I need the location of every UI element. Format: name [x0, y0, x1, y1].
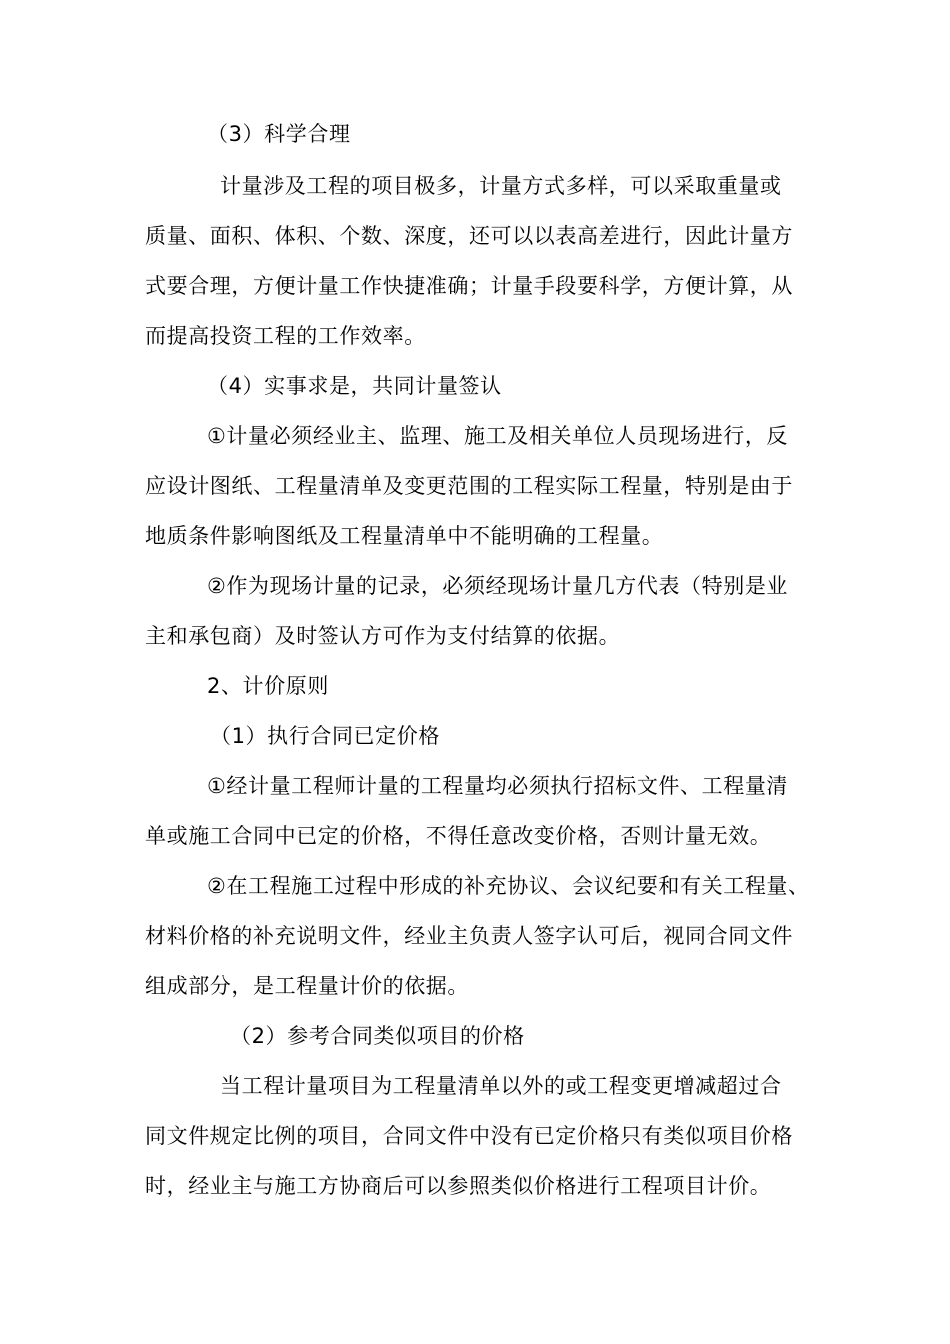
paragraph-line: ①计量必须经业主、监理、施工及相关单位人员现场进行，反: [207, 424, 789, 448]
heading-4-fact: （4）实事求是，共同计量签认: [207, 374, 502, 398]
paragraph-line: 式要合理，方便计量工作快捷准确；计量手段要科学，方便计算，从: [145, 274, 793, 298]
heading-2-similar-price: （2）参考合同类似项目的价格: [230, 1024, 525, 1048]
paragraph-line: 同文件规定比例的项目，合同文件中没有已定价格只有类似项目价格: [145, 1124, 793, 1148]
paragraph-line: 单或施工合同中已定的价格，不得任意改变价格，否则计量无效。: [145, 824, 772, 848]
paragraph-line: 应设计图纸、工程量清单及变更范围的工程实际工程量，特别是由于: [145, 474, 793, 498]
paragraph-line: ②作为现场计量的记录，必须经现场计量几方代表（特别是业: [207, 574, 789, 598]
paragraph-line: ②在工程施工过程中形成的补充协议、会议纪要和有关工程量、: [207, 874, 810, 898]
paragraph-line: 时，经业主与施工方协商后可以参照类似价格进行工程项目计价。: [145, 1174, 772, 1198]
heading-1-contract-price: （1）执行合同已定价格: [210, 724, 440, 748]
heading-pricing-principles: 2、计价原则: [207, 674, 329, 698]
paragraph-line: 主和承包商）及时签认方可作为支付结算的依据。: [145, 624, 621, 648]
heading-3-scientific: （3）科学合理: [207, 122, 351, 146]
paragraph-line: ①经计量工程师计量的工程量均必须执行招标文件、工程量清: [207, 774, 789, 798]
paragraph-line: 计量涉及工程的项目极多，计量方式多样，可以采取重量或: [220, 174, 782, 198]
paragraph-line: 质量、面积、体积、个数、深度，还可以以表高差进行，因此计量方: [145, 224, 793, 248]
paragraph-line: 地质条件影响图纸及工程量清单中不能明确的工程量。: [145, 524, 664, 548]
paragraph-line: 当工程计量项目为工程量清单以外的或工程变更增减超过合: [220, 1074, 782, 1098]
paragraph-line: 而提高投资工程的工作效率。: [145, 324, 426, 348]
paragraph-line: 材料价格的补充说明文件，经业主负责人签字认可后，视同合同文件: [145, 924, 793, 948]
paragraph-line: 组成部分，是工程量计价的依据。: [145, 974, 469, 998]
